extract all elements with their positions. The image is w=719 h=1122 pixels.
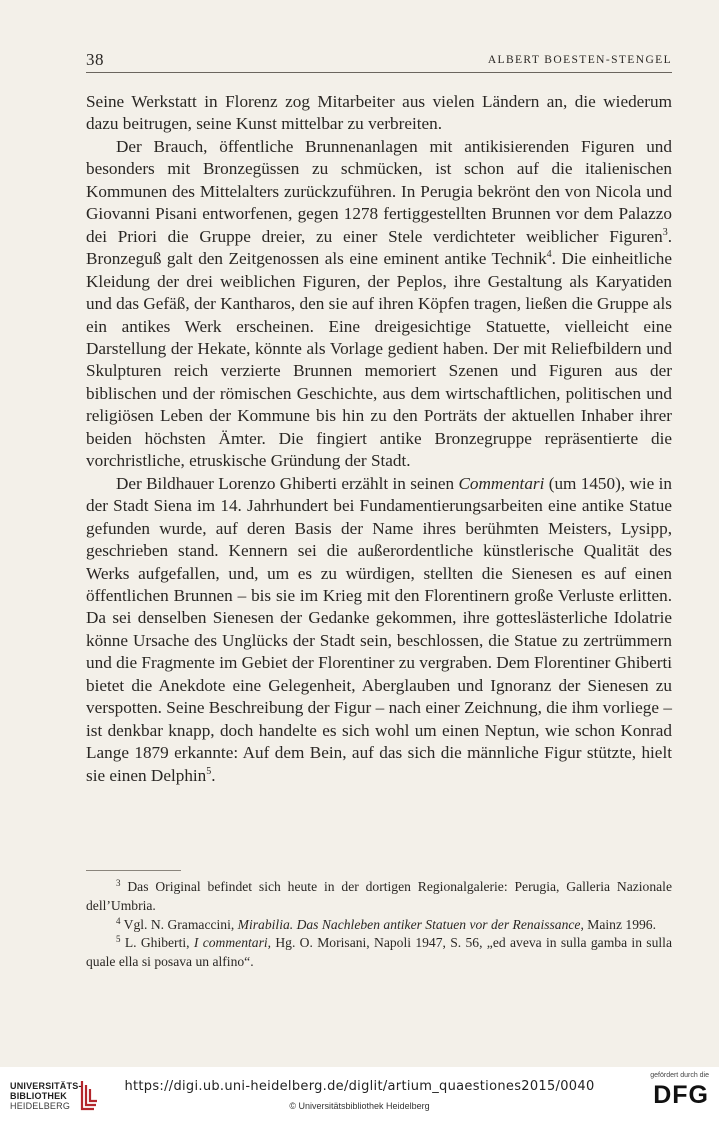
- footnote-5-mark: 5: [116, 934, 121, 945]
- copyright-notice: © Universitätsbibliothek Heidelberg: [289, 1101, 430, 1111]
- body-text: [86, 91, 672, 787]
- footnote-ref-3[interactable]: 3: [662, 226, 668, 238]
- footnote-divider: [86, 870, 181, 871]
- paragraph-1: [86, 91, 672, 136]
- page-number: 38: [86, 50, 104, 69]
- paragraph-2-text-a: Der Brauch, öffentliche Brunnenanlagen mit antikisierenden Figuren und besonders mit Bronzegüssen zu schmücken, ist schon auf die italienischen Kommunen des Mittelalters zurückzuführen. In Perugia bekrönt den von Nicola und Giovanni Pisani entworfenen, gegen 1278 fertiggestellten Brunnen vor dem Palazzo dei Priori die Gruppe dreier, zu einer Stele verdichteter weiblicher Figuren: [86, 136, 672, 246]
- paragraph-2: [86, 136, 672, 473]
- ub-line-1: UNIVERSITÄTS-: [10, 1081, 82, 1091]
- footnotes: [86, 878, 672, 972]
- footnote-3-mark: 3: [116, 878, 121, 888]
- paragraph-3: [86, 473, 672, 787]
- footnote-4-title: Mirabilia. Das Nachleben antiker Statuen vor der Renaissance: [237, 916, 581, 932]
- dfg-badge[interactable]: [629, 1072, 709, 1116]
- page-header: [86, 50, 672, 73]
- paragraph-1-text: Seine Werkstatt in Florenz zog Mitarbeiter aus vielen Ländern an, die wiederum dazu beitrugen, seine Kunst mittelbar zu verbreiten.: [86, 92, 672, 134]
- footnote-4-mark: 4: [116, 915, 121, 926]
- footnote-5-text-b: , Hg. O. Morisani, Napoli 1947, S. 56, „ed aveva in sulla gamba in sulla quale ella si posava un alfino“.: [86, 935, 672, 970]
- paragraph-2-text-c: . Die einheitliche Kleidung der drei weiblichen Figuren, der Peplos, ihre Gestaltung als Karyatiden und das Gefäß, der Kantharos, den sie auf ihren Köpfen tragen, ließen die Gruppe als ein antikes Werk erscheinen. Eine dreigesichtige Statuette, vielleicht eine Darstellung der Hekate, könnte als Vorlage gedient haben. Der mit Reliefbildern und Skulpturen reich verzierte Brunnen memoriert Szenen und Figuren aus der biblischen und der römischen Geschichte, aus dem wirtschaftlichen, politischen und religiösen Leben der Kommune bis hin zu den Porträts der aktuellen Inhaber ihrer beiden höchsten Ämter. Die fingiert antike Bronzegruppe repräsentierte die vorchristliche, etruskische Gründung der Stadt.: [86, 249, 672, 471]
- paragraph-2-text-b: . Bronzeguß galt den Zeitgenossen als eine eminent antike Technik: [86, 226, 672, 269]
- footnote-4-text-a: Vgl. N. Gramaccini,: [120, 916, 238, 932]
- paragraph-3-text-c: .: [211, 765, 216, 785]
- permalink-url[interactable]: https://digi.ub.uni-heidelberg.de/diglit/artium_quaestiones2015/0040: [124, 1079, 595, 1094]
- footnote-4-text-b: , Mainz 1996.: [580, 916, 656, 932]
- footnote-4: [86, 916, 672, 935]
- dfg-logo: DFG: [653, 1081, 709, 1109]
- footnote-ref-4[interactable]: 4: [546, 249, 552, 261]
- footnote-ref-5[interactable]: 5: [206, 765, 212, 777]
- paragraph-3-text-a: Der Bildhauer Lorenzo Ghiberti erzählt in seinen: [116, 473, 459, 493]
- ub-line-2: BIBLIOTHEK: [10, 1091, 67, 1101]
- ub-line-3: HEIDELBERG: [10, 1101, 71, 1111]
- footnote-5-text-a: L. Ghiberti,: [120, 935, 194, 951]
- footnote-3-text: Das Original befindet sich heute in der dortigen Regionalgalerie: Perugia, Galleria Nazionale dell’Umbria.: [86, 879, 672, 913]
- viewer-footer-bar: [0, 1067, 719, 1122]
- running-head: ALBERT BOESTEN-STENGEL: [487, 54, 672, 66]
- footnote-5-title: I commentari: [193, 935, 268, 951]
- dfg-funded-label: gefördert durch die: [650, 1072, 709, 1079]
- footnote-3: [86, 878, 672, 916]
- footnote-5: [86, 934, 672, 972]
- paragraph-3-text-b: (um 1450), wie in der Stadt Siena im 14. Jahrhundert bei Fundamentierungsarbeiten eine antike Statue gefunden wurde, auf deren Basis der Name ihres berühmten Meisters, Lysipp, geschrieben stand. Kennern sei die außerordentliche künstlerische Qualität des Werks aufgefallen, und, um es zu würdigen, stellten die Sienesen es auf einen öffentlichen Brunnen – bis sie im Krieg mit den Florentinern große Verluste erlitten. Da sei denselben Sienesen der Gedanke gekommen, ihre gotteslästerliche Idolatrie könne Ursache des Unglücks der Stadt sein, beschlossen, die Statue zu zertrümmern und die Fragmente im Gebiet der Florentiner zu vergraben. Dem Florentiner Ghiberti bietet die Anekdote eine Gelegenheit, Aberglauben und Ignoranz der Sienesen zu verspotten. Seine Beschreibung der Figur – nach einer Zeichnung, die ihm vorliege – ist denkbar knapp, doch handelte es sich wohl um einen Neptun, wie schon Konrad Lange 1879 erkannte: Auf dem Bein, auf das sich die männliche Figur stützte, hielt sie einen Delphin: [86, 473, 672, 785]
- work-title-commentari: Commentari: [458, 473, 545, 493]
